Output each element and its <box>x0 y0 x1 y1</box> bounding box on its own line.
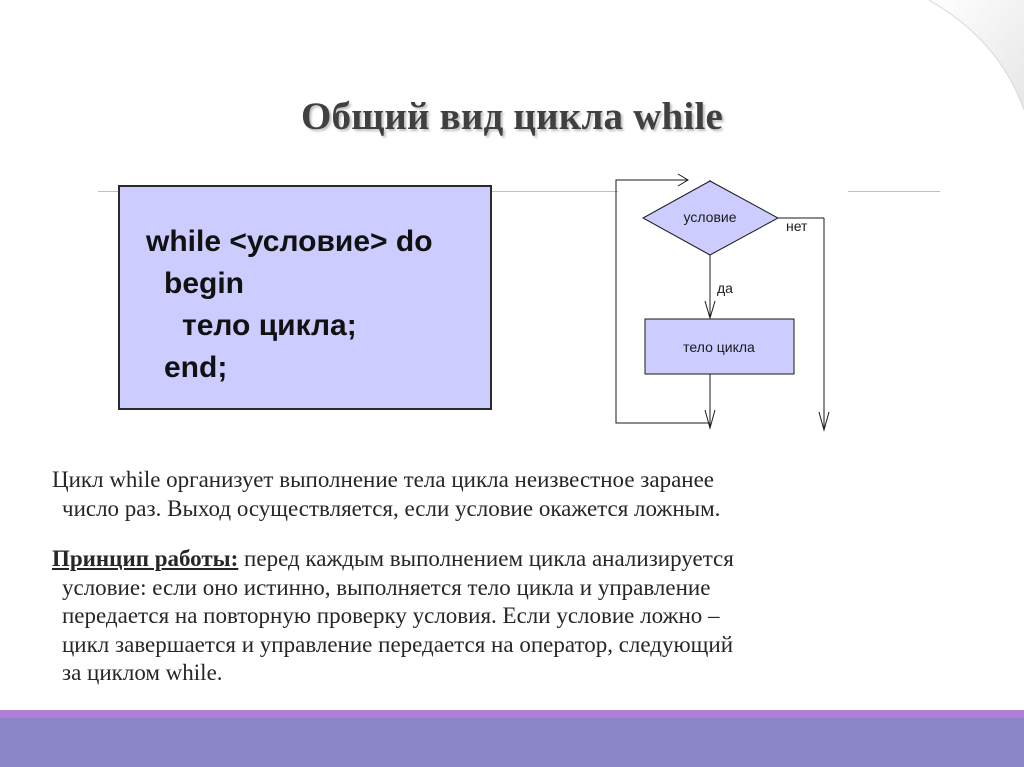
code-line-begin: begin <box>164 267 244 300</box>
code-line-body: тело цикла; <box>182 309 357 342</box>
yes-label: да <box>717 280 733 296</box>
paragraph-principle-line1 <box>52 545 734 574</box>
paragraph-principle-line4: цикл завершается и управление передается на оператор, следующий <box>62 631 733 657</box>
paragraph-principle-line2: условие: если оно истинно, выполняется тело цикла и управление <box>62 574 711 600</box>
paragraph-principle-line5: за циклом while. <box>62 660 223 685</box>
body-label: тело цикла <box>683 339 755 355</box>
paragraph-description <box>52 466 720 523</box>
code-line-while: while <условие> do <box>146 225 433 258</box>
code-line-end: end; <box>164 351 228 384</box>
principle-label: Принцип работы: <box>52 546 239 571</box>
while-flowchart <box>600 168 850 443</box>
principle-line1-text: перед каждым выполнением цикла анализируется <box>238 546 734 571</box>
slide-title: Общий вид цикла while <box>300 95 724 138</box>
paragraph-description-line2: число раз. Выход осуществляется, если условие окажется ложным. <box>62 495 721 521</box>
paragraph-principle <box>52 545 734 688</box>
paragraph-description-line1: Цикл while организует выполнение тела цикла неизвестное заранее <box>52 467 715 492</box>
title-rule-right <box>848 191 940 192</box>
no-label: нет <box>786 218 808 234</box>
paragraph-principle-line3: передается на повторную проверку условия. Если условие ложно – <box>62 603 720 628</box>
condition-label: условие <box>683 209 737 225</box>
code-box <box>118 185 492 410</box>
footer-stripe <box>0 710 1024 718</box>
footer-bar <box>0 718 1024 767</box>
